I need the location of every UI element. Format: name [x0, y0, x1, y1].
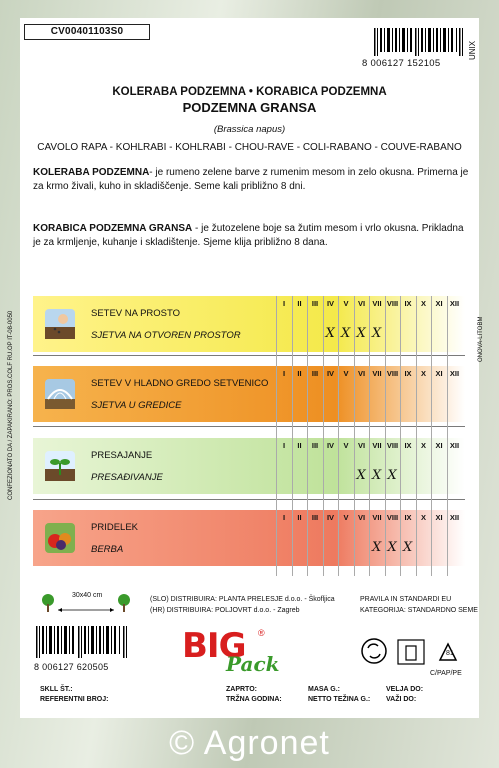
month-label: III	[311, 299, 319, 308]
month-label: I	[282, 369, 286, 378]
month-label: V	[343, 441, 349, 450]
eu-rules	[360, 594, 478, 616]
month-label: IV	[326, 441, 335, 450]
barcode-top	[374, 28, 464, 56]
month-label: I	[282, 299, 286, 308]
distributors	[150, 594, 335, 616]
printer-code: ONOVA-LITOBM	[478, 316, 484, 362]
registered-mark: ®	[258, 628, 265, 638]
description-sl	[33, 166, 469, 194]
band-label-sl: SETEV NA PROSTO	[91, 308, 181, 319]
footer-neto: NETTO TEŽINA G.:	[308, 696, 371, 703]
month-label: IX	[404, 299, 412, 308]
month-label: VI	[357, 299, 366, 308]
footer-masa: MASA G.:	[308, 686, 341, 693]
month-label: VII	[372, 369, 382, 378]
month-label: X	[420, 441, 426, 450]
month-label: I	[282, 513, 286, 522]
month-label: XI	[435, 513, 443, 522]
month-label: II	[297, 369, 302, 378]
footer-ref: REFERENTNI BROJ:	[40, 696, 109, 703]
month-label: X	[420, 369, 426, 378]
rules-line-1: PRAVILA IN STANDARDI EU	[360, 596, 452, 603]
month-label: VIII	[386, 513, 399, 522]
sowing-calendar	[33, 296, 465, 576]
month-column	[416, 296, 430, 576]
recycle-code: 81	[446, 650, 454, 657]
month-column	[400, 296, 414, 576]
greenhouse-icon	[45, 379, 75, 409]
product-code: CV00401103S0	[24, 24, 150, 40]
band-label-sl: PRESAJANJE	[91, 450, 153, 461]
month-label: XI	[435, 299, 443, 308]
month-mark: X	[325, 326, 335, 341]
band-label-sl: SETEV V HLADNO GREDO SETVENICO	[91, 378, 269, 389]
month-mark: X	[387, 468, 397, 483]
month-mark: X	[387, 540, 397, 555]
month-label: VI	[357, 513, 366, 522]
recycle-label: C/PAP/PE	[430, 670, 462, 677]
month-mark: X	[341, 326, 351, 341]
month-mark: X	[403, 540, 413, 555]
month-column	[447, 296, 461, 576]
month-label: XII	[449, 513, 460, 522]
description-hr	[33, 222, 469, 250]
month-label: XII	[449, 441, 460, 450]
month-label: V	[343, 513, 349, 522]
barcode-bottom-number: 8 006127 620505	[34, 662, 109, 672]
month-label: V	[343, 299, 349, 308]
seeds-in-hand-icon	[45, 309, 75, 339]
month-label: V	[343, 369, 349, 378]
distributor-hr: (HR) DISTRIBUIRA: POLJOVRT d.o.o. - Zagreb	[150, 607, 300, 614]
footer-vazi: VAŽI DO:	[386, 696, 417, 703]
month-mark: X	[372, 326, 382, 341]
month-label: XI	[435, 369, 443, 378]
month-column	[276, 296, 290, 576]
footer-velja: VELJA DO:	[386, 686, 424, 693]
band-label-sl: PRIDELEK	[91, 522, 138, 533]
vegetables-icon	[45, 523, 75, 553]
month-mark: X	[356, 468, 366, 483]
spacing-label: 30x40 cm	[72, 592, 103, 599]
description-hr-text: - je žutozelene boje sa žutim mesom i vrlo okusna. Prikladna je za krmljenje, kuhanje i skladištenje. Sjeme klija približno 8 dana.	[33, 223, 464, 248]
month-label: XII	[449, 299, 460, 308]
description-hr-bold: KORABICA PODZEMNA GRANSA	[33, 223, 193, 234]
unix-label: UNIX	[468, 40, 477, 60]
month-label: VII	[372, 513, 382, 522]
rules-line-2: KATEGORIJA: STANDARDNO SEME	[360, 607, 478, 614]
title-line-1: KOLERABA PODZEMNA • KORABICA PODZEMNA	[112, 86, 387, 98]
distributor-hr-code: HR	[152, 607, 163, 614]
month-label: VIII	[386, 441, 399, 450]
month-mark: X	[356, 326, 366, 341]
month-label: II	[297, 299, 302, 308]
month-label: IX	[404, 513, 412, 522]
month-grid	[276, 296, 465, 576]
month-label: IX	[404, 441, 412, 450]
month-label: VI	[357, 369, 366, 378]
distributor-sl-text: DISTRIBUIRA: PLANTA PRELESJE d.o.o. - Škofljica	[170, 596, 335, 603]
month-label: VI	[357, 441, 366, 450]
description-sl-text: - je rumeno zelene barve z rumenim mesom in zelo okusna. Primerna je za krmo živali, kuho in skladiščenje. Seme kali približno 8 dni.	[33, 167, 469, 192]
month-label: XI	[435, 441, 443, 450]
month-mark: X	[372, 468, 382, 483]
footer-skll: SKLL ŠT.:	[40, 686, 73, 693]
description-sl-bold: KOLERABA PODZEMNA	[33, 167, 150, 178]
distributor-sl-code: SLO	[152, 596, 167, 603]
band-label-hr: SJETVA U GREDICE	[91, 400, 182, 411]
barcode-top-number: 8 006127 152105	[362, 58, 441, 69]
month-label: IV	[326, 513, 335, 522]
month-label: IV	[326, 369, 335, 378]
month-mark: X	[372, 540, 382, 555]
month-label: III	[311, 441, 319, 450]
month-label: VIII	[386, 369, 399, 378]
distributor-sl: (SLO) DISTRIBUIRA: PLANTA PRELESJE d.o.o. - Škofljica	[150, 596, 335, 603]
other-names: CAVOLO RAPA - KOHLRABI - KOHLRABI - CHOU-RAVE - COLI-RABANO - COUVE-RABANO	[37, 142, 462, 153]
month-label: IV	[326, 299, 335, 308]
month-label: VII	[372, 299, 382, 308]
month-label: I	[282, 441, 286, 450]
packer-info: CONFEZIONATO DA / ZAPAKIRANO: PROS.COLF RU.OP IT-08-0050	[8, 310, 14, 500]
month-column	[385, 296, 399, 576]
month-label: III	[311, 513, 319, 522]
latin-name: (Brassica napus)	[213, 124, 286, 135]
month-column	[292, 296, 306, 576]
footer-zaprto: ZAPRTO:	[226, 686, 257, 693]
month-label: II	[297, 441, 302, 450]
month-label: II	[297, 513, 302, 522]
band-label-hr: BERBA	[91, 544, 124, 555]
watermark: © Agronet	[169, 724, 330, 762]
month-column	[431, 296, 445, 576]
footer-trzna: TRŽNA GODINA:	[226, 696, 282, 703]
band-label-hr: PRESAĐIVANJE	[91, 472, 163, 483]
month-label: III	[311, 369, 319, 378]
month-label: VIII	[386, 299, 399, 308]
band-label-hr: SJETVA NA OTVOREN PROSTOR	[91, 330, 241, 341]
month-column	[307, 296, 321, 576]
title-line-2: PODZEMNA GRANSA	[182, 100, 317, 115]
barcode-bottom	[36, 626, 128, 658]
logo-pack-text: Pack	[226, 652, 280, 676]
month-label: X	[420, 299, 426, 308]
logo-big-text: BIG	[182, 626, 246, 666]
month-label: VII	[372, 441, 382, 450]
big-pack-logo	[180, 626, 290, 676]
distributor-hr-text: DISTRIBUIRA: POLJOVRT d.o.o. - Zagreb	[166, 607, 300, 614]
month-label: X	[420, 513, 426, 522]
seedling-icon	[45, 451, 75, 481]
month-label: IX	[404, 369, 412, 378]
month-label: XII	[449, 369, 460, 378]
